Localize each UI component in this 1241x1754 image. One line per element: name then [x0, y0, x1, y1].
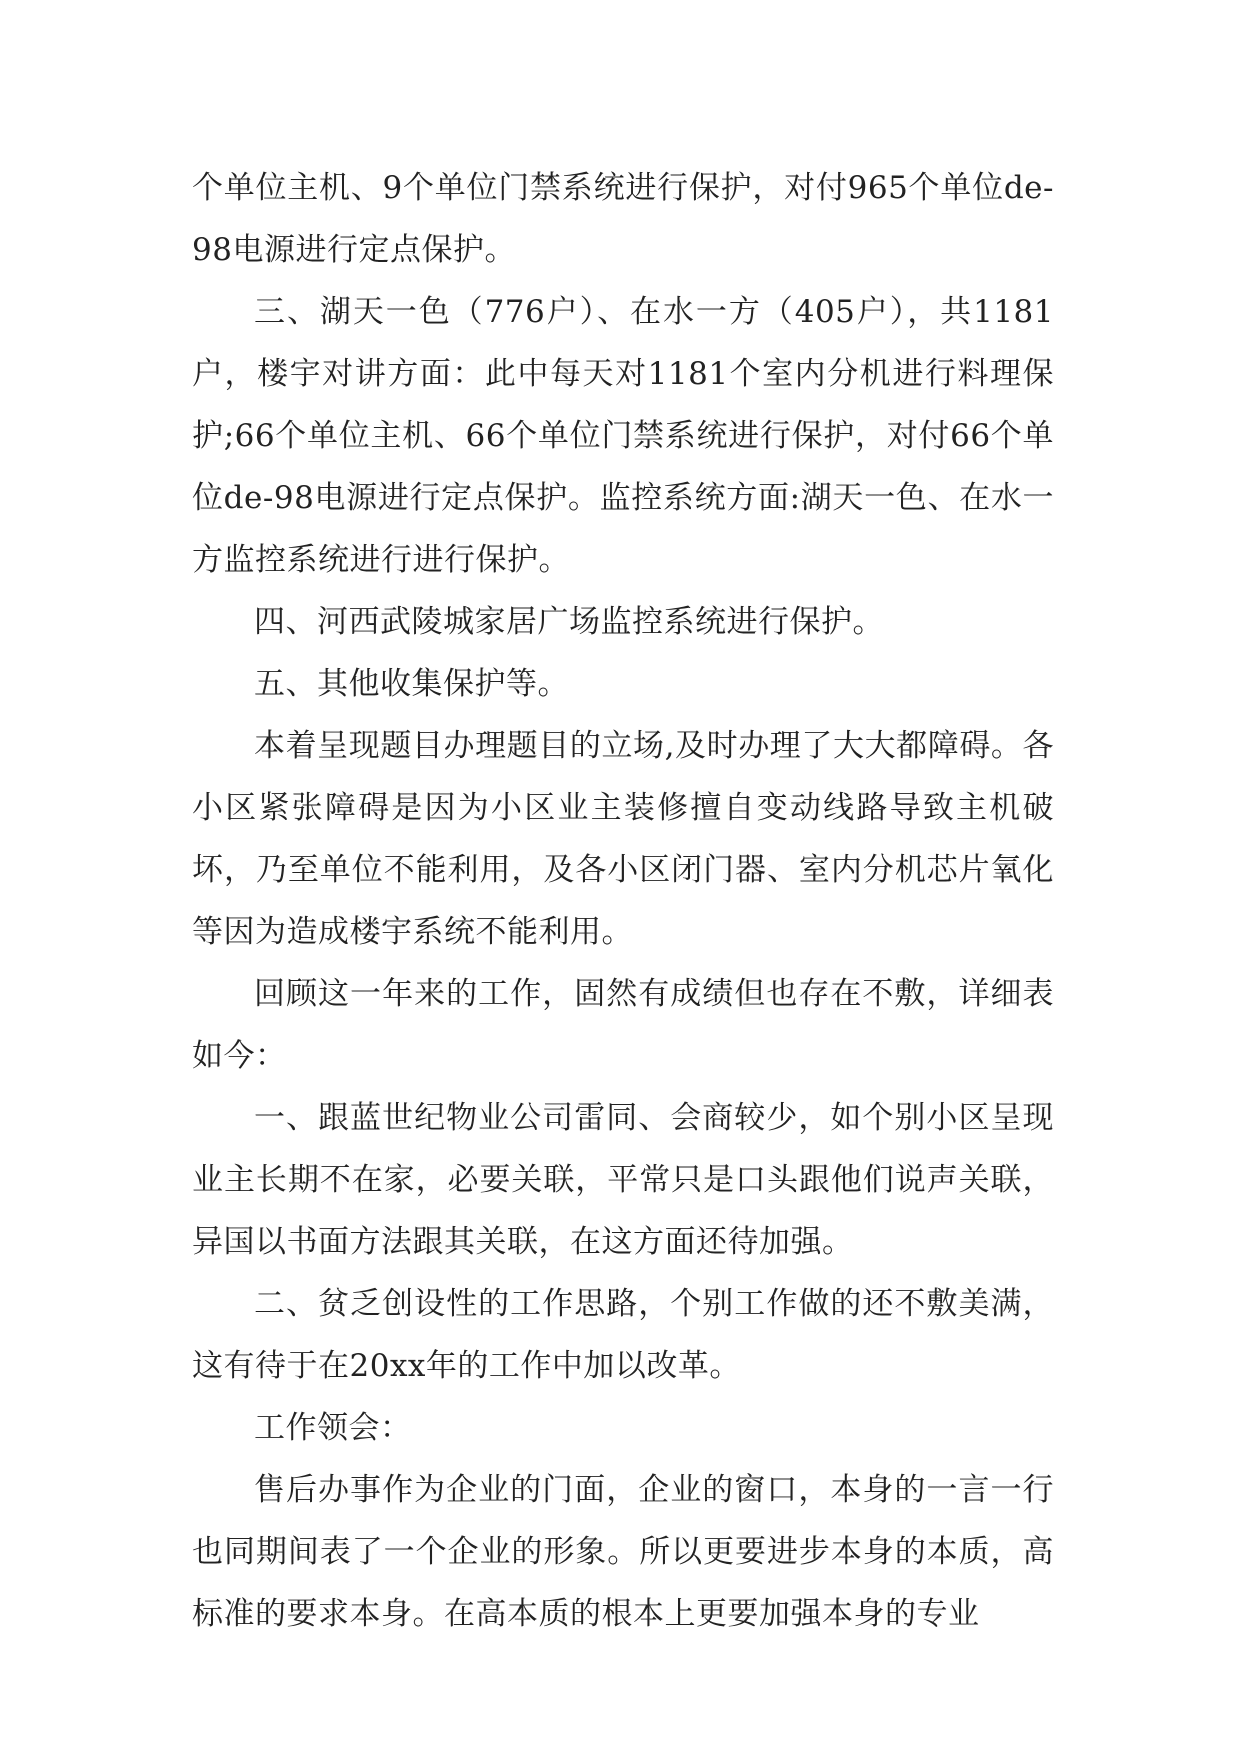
document-body — [192, 157, 1054, 1645]
paragraph-10: 售后办事作为企业的门面，企业的窗口，本身的一言一行也同期间表了一个企业的形象。所以更要进步本身的本质，高标准的要求本身。在高本质的根本上更要加强本身的专业 — [192, 1472, 1054, 1632]
paragraph-6: 回顾这一年来的工作，固然有成绩但也存在不敷，详细表如今： — [192, 976, 1054, 1074]
paragraph-9: 工作领会： — [254, 1410, 412, 1446]
paragraph-2: 三、湖天一色（776户）、在水一方（405户），共1181户，楼宇对讲方面：此中每天对1181个室内分机进行料理保护;66个单位主机、66个单位门禁系统进行保护，对付66个单位de-98电源进行定点保护。监控系统方面:湖天一色、在水一方监控系统进行进行保护。 — [192, 294, 1054, 578]
paragraph-8: 二、贫乏创设性的工作思路，个别工作做的还不敷美满，这有待于在20xx年的工作中加以改革。 — [192, 1286, 1054, 1384]
paragraph-4: 五、其他收集保护等。 — [254, 666, 569, 702]
paragraph-5: 本着呈现题目办理题目的立场,及时办理了大大都障碍。各小区紧张障碍是因为小区业主装修擅自变动线路导致主机破坏，乃至单位不能利用，及各小区闭门器、室内分机芯片氧化等因为造成楼宇系统不能利用。 — [192, 728, 1054, 950]
paragraph-1: 个单位主机、9个单位门禁系统进行保护，对付965个单位de-98电源进行定点保护。 — [192, 170, 1054, 268]
paragraph-3: 四、河西武陵城家居广场监控系统进行保护。 — [254, 604, 884, 640]
paragraph-7: 一、跟蓝世纪物业公司雷同、会商较少，如个别小区呈现业主长期不在家，必要关联，平常只是口头跟他们说声关联，异国以书面方法跟其关联，在这方面还待加强。 — [192, 1100, 1054, 1260]
